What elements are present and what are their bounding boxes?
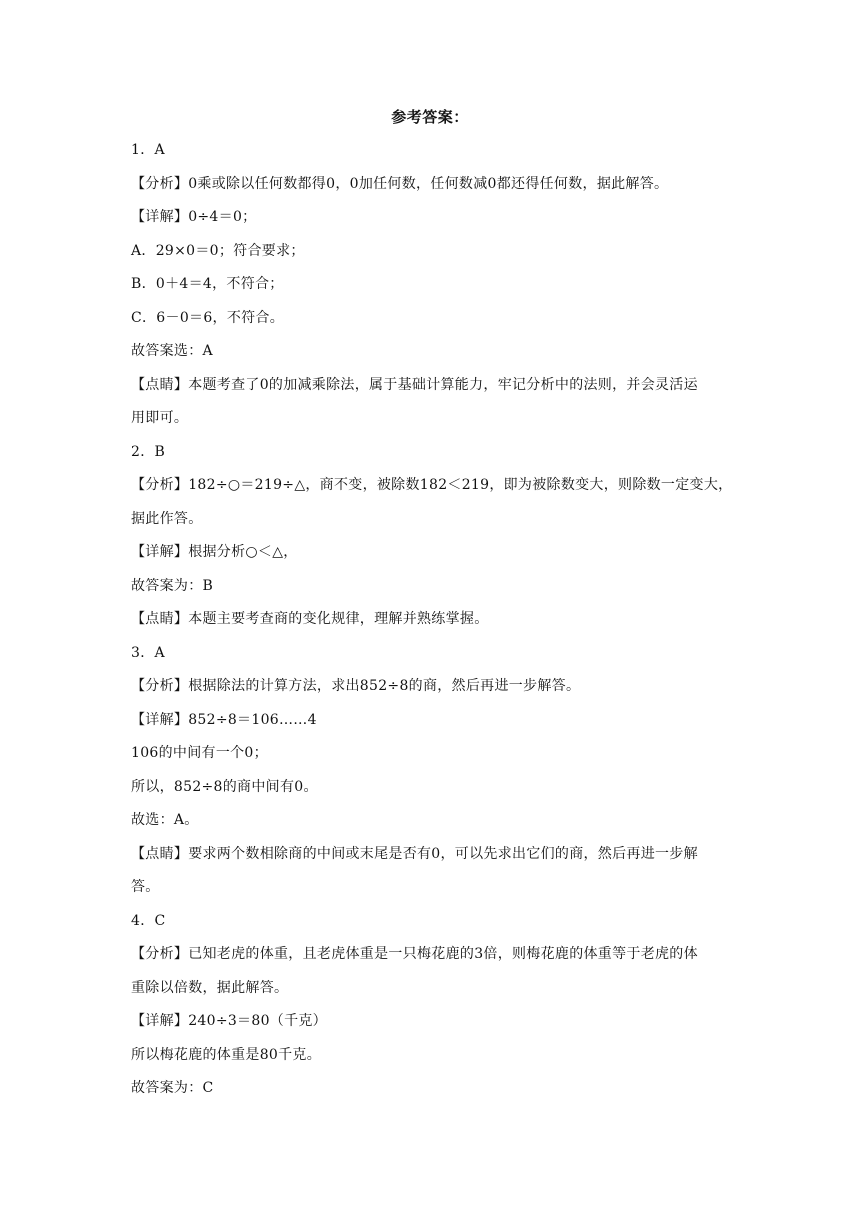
- answer-line: 【详解】根据分析○＜△，: [131, 544, 298, 560]
- answer-line: 1．A: [131, 142, 165, 158]
- answer-line: 【详解】0÷4＝0；: [131, 209, 257, 225]
- answer-line: 所以梅花鹿的体重是80千克。: [131, 1046, 322, 1063]
- answer-line: 【分析】182÷○＝219÷△，商不变，被除数182＜219，即为被除数变大，则除数一定变大，: [131, 477, 733, 493]
- answer-line: 故选：A。: [131, 812, 199, 828]
- answer-line: 【分析】0乘或除以任何数都得0，0加任何数，任何数减0都还得任何数，据此解答。: [131, 175, 669, 192]
- answer-line: 106的中间有一个0；: [131, 745, 268, 761]
- answer-key-title: 参考答案：: [391, 108, 469, 126]
- answer-line: 故答案选：A: [131, 343, 213, 359]
- answer-line: C．6－0＝6，不符合。: [131, 309, 285, 326]
- answer-line: 【点睛】本题考查了0的加减乘除法，属于基础计算能力，牢记分析中的法则，并会灵活运: [131, 376, 698, 393]
- answer-line: 【点睛】要求两个数相除商的中间或末尾是否有0，可以先求出它们的商，然后再进一步解: [131, 845, 698, 862]
- answer-line: 答。: [131, 879, 160, 895]
- answer-line: 【详解】240÷3＝80（千克）: [131, 1013, 327, 1029]
- answer-line: 据此作答。: [131, 510, 203, 527]
- answer-content: [131, 134, 737, 1106]
- answer-line: 用即可。: [131, 410, 189, 426]
- answer-line: 【详解】852÷8＝106……4: [131, 711, 317, 728]
- answer-line: 【分析】已知老虎的体重，且老虎体重是一只梅花鹿的3倍，则梅花鹿的体重等于老虎的体: [131, 946, 698, 962]
- answer-line: 【点睛】本题主要考查商的变化规律，理解并熟练掌握。: [131, 611, 489, 627]
- answer-line: A．29×0＝0；符合要求；: [131, 242, 305, 259]
- answer-line: 3．A: [131, 644, 165, 661]
- answer-line: 2．B: [131, 443, 166, 460]
- answer-line: 故答案为：C: [131, 1080, 214, 1096]
- answer-line: 4．C: [131, 912, 166, 929]
- answer-line: 【分析】根据除法的计算方法，求出852÷8的商，然后再进一步解答。: [131, 678, 581, 694]
- answer-line: 所以，852÷8的商中间有0。: [131, 778, 318, 795]
- answer-line: B．0＋4＝4，不符合；: [131, 276, 284, 292]
- answer-line: 故答案为：B: [131, 577, 214, 594]
- answer-line: 重除以倍数，据此解答。: [131, 979, 289, 996]
